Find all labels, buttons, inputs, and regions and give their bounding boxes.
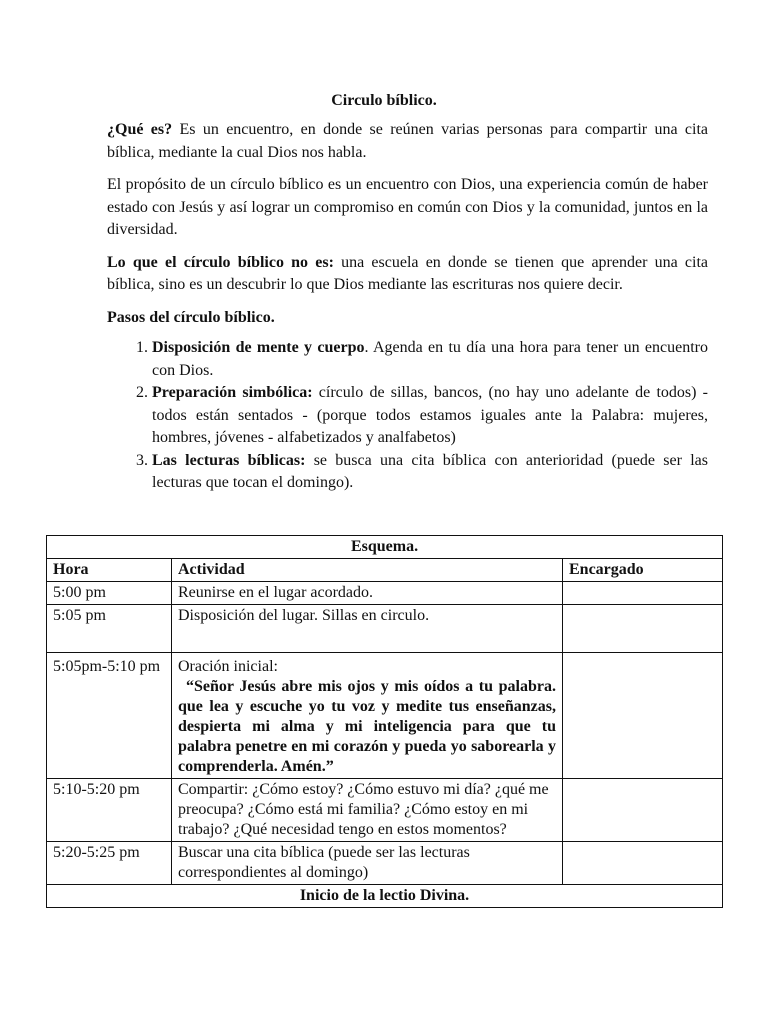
- step-label: Las lecturas bíblicas:: [152, 451, 306, 469]
- cell-hora: 5:05 pm: [47, 605, 172, 653]
- table-row: [47, 653, 723, 779]
- table-row: [47, 582, 723, 605]
- intro-paragraph: [107, 119, 708, 164]
- prayer-label: Oración inicial:: [178, 658, 278, 675]
- cell-encargado: [563, 842, 723, 885]
- what-not-text: una escuela en donde se tienen que aprender una cita bíblica, sino es un descubrir lo que Dios mediante las escrituras nos quiere decir.: [107, 253, 708, 293]
- cell-hora: 5:20-5:25 pm: [47, 842, 172, 885]
- table-row: [47, 605, 723, 653]
- table-title: Esquema.: [47, 536, 723, 559]
- step-text: . Agenda en tu día una hora para tener un encuentro con Dios.: [152, 339, 708, 379]
- what-not-paragraph: [107, 252, 708, 297]
- step-item: [152, 382, 708, 450]
- intro-label: ¿Qué es?: [107, 121, 173, 138]
- cell-hora: 5:05pm-5:10 pm: [47, 653, 172, 779]
- cell-actividad: Buscar una cita bíblica (puede ser las lecturas correspondientes al domingo): [172, 842, 563, 885]
- table-title-row: [47, 536, 723, 559]
- table-row: [47, 842, 723, 885]
- cell-actividad: Compartir: ¿Cómo estoy? ¿Cómo estuvo mi día? ¿qué me preocupa? ¿Cómo está mi familia? ¿Cómo estoy en mi trabajo? ¿Qué necesidad tengo en estos momentos?: [172, 779, 563, 842]
- cell-hora: 5:10-5:20 pm: [47, 779, 172, 842]
- prayer-text: “Señor Jesús abre mis ojos y mis oídos a tu palabra. que lea y escuche yo tu voz y medite tus enseñanzas, despierta mi alma y mi inteligencia para que tu palabra penetre en mi corazón y pueda yo saborearla y comprenderla. Amén.”: [178, 678, 556, 775]
- intro-text: Es un encuentro, en donde se reúnen varias personas para compartir una cita bíblica, mediante la cual Dios nos habla.: [107, 121, 709, 161]
- cell-actividad: Disposición del lugar. Sillas en circulo.: [172, 605, 563, 653]
- steps-list: [0, 337, 708, 495]
- cell-actividad: Reunirse en el lugar acordado.: [172, 582, 563, 605]
- step-text: se busca una cita bíblica con anterioridad (puede ser las lecturas que tocan el domingo).: [152, 451, 708, 491]
- step-item: [152, 337, 708, 382]
- cell-hora: 5:00 pm: [47, 582, 172, 605]
- step-text: círculo de sillas, bancos, (no hay uno adelante de todos) - todos están sentados - (porque todos estamos iguales ante la Palabra: mujeres, hombres, jóvenes - alfabetizados y analfabetos): [152, 384, 708, 446]
- cell-encargado: [563, 653, 723, 779]
- header-encargado: Encargado: [563, 559, 723, 582]
- table-row: [47, 779, 723, 842]
- step-label: Disposición de mente y cuerpo: [152, 339, 365, 356]
- purpose-paragraph: El propósito de un círculo bíblico es un encuentro con Dios, una experiencia común de haber estado con Jesús y así lograr un compromiso en común con Dios y la comunidad, juntos en la diversidad.: [107, 176, 708, 238]
- header-actividad: Actividad: [172, 559, 563, 582]
- cell-actividad: [172, 653, 563, 779]
- cell-encargado: [563, 605, 723, 653]
- step-item: [152, 450, 708, 495]
- cell-encargado: [563, 582, 723, 605]
- cell-encargado: [563, 779, 723, 842]
- what-not-label: Lo que el círculo bíblico no es:: [107, 253, 334, 271]
- schedule-table: [46, 535, 723, 908]
- step-label: Preparación simbólica:: [152, 384, 313, 401]
- document-title: Circulo bíblico.: [331, 92, 437, 109]
- table-footer: Inicio de la lectio Divina.: [47, 885, 723, 908]
- table-header-row: [47, 559, 723, 582]
- steps-heading: Pasos del círculo bíblico.: [107, 308, 275, 326]
- header-hora: Hora: [47, 559, 172, 582]
- table-footer-row: [47, 885, 723, 908]
